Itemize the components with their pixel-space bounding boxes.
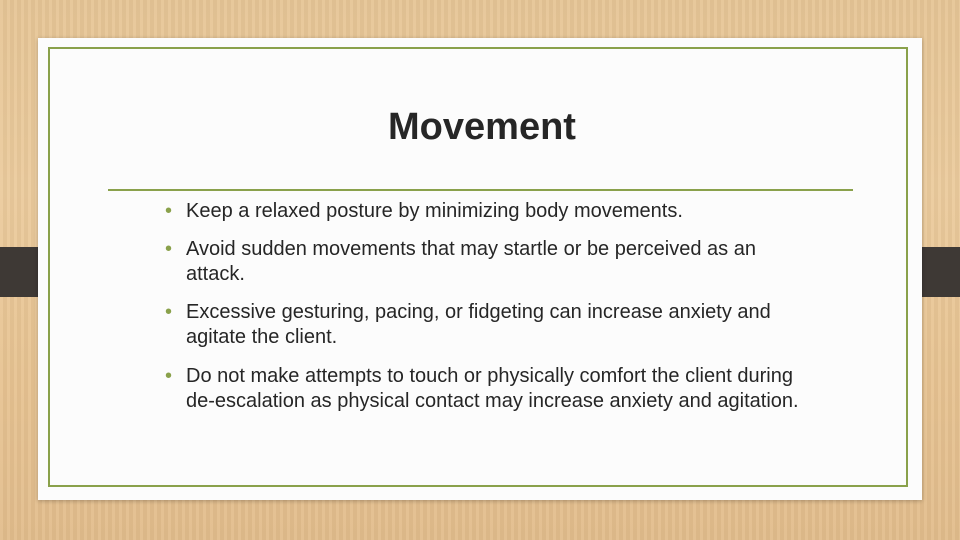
bullet-item — [165, 199, 815, 224]
bullet-text: Do not make attempts to touch or physically comfort the client during de-escalation as physical contact may increase anxiety and agitation. — [186, 365, 799, 412]
bullet-dot-icon: • — [165, 301, 173, 323]
bullet-dot-icon: • — [165, 200, 173, 222]
bullet-text: Excessive gesturing, pacing, or fidgeting can increase anxiety and agitate the client. — [186, 301, 771, 348]
bullet-text: Keep a relaxed posture by minimizing body movements. — [186, 200, 683, 222]
slide-card — [38, 38, 922, 500]
bullet-list — [165, 199, 815, 427]
bullet-text: Avoid sudden movements that may startle or be perceived as an attack. — [186, 238, 756, 285]
slide-title: Movement — [388, 106, 576, 148]
bullet-dot-icon: • — [165, 238, 173, 260]
bullet-item — [165, 237, 815, 287]
bullet-item — [165, 364, 815, 414]
bullet-item — [165, 300, 815, 350]
title-divider — [108, 189, 853, 191]
bullet-dot-icon: • — [165, 365, 173, 387]
